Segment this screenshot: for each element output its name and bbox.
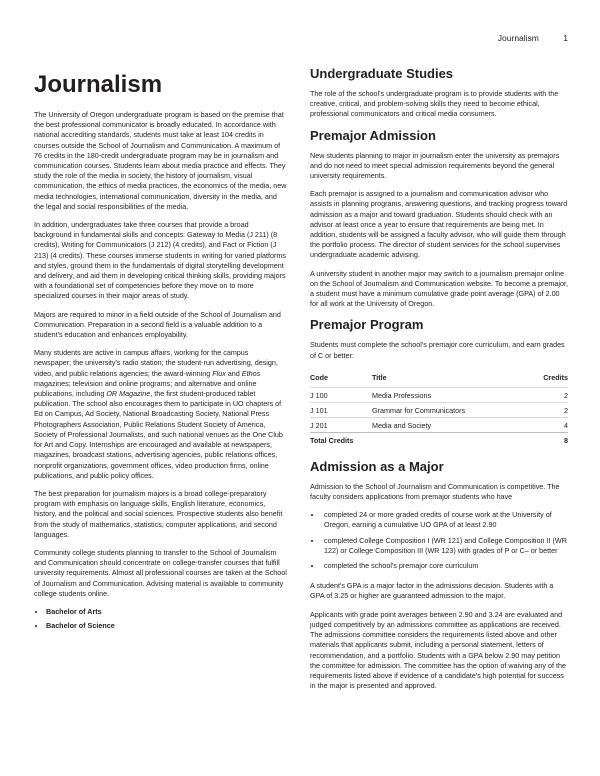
right-column — [310, 66, 568, 699]
course-table — [310, 369, 568, 447]
premajor-admission-paragraph-2: Each premajor is assigned to a journalism and communication advisor who assists in planning programs, answering questions, and tracking progress toward admission as a major and toward graduation. Students should check with an advisor at least once a year to ensure that requirements are being met. In addition, students will be assigned a faculty advisor, who will guide them through the portfolio process. The director of student services for the school supervises undergraduate academic advising. — [310, 189, 568, 260]
intro-paragraph: The University of Oregon undergraduate program is based on the premise that the best professional communicator is broadly educated. In accordance with national accrediting standards, students must take at least 104 credits in courses outside the School of Journalism and Communication. A maximum of 76 credits in the 180-credit undergraduate program may be in journalism and communication courses. Students learn about media practice and effects. They study the role of the media in society, the history of journalism, visual communication, the ethics of media practices, the economics of the media, new media technologies, international communication, diversity in the media, and the legal and social responsibilities of the media. — [34, 110, 287, 211]
running-header-section: Journalism — [497, 33, 539, 43]
campus-activities-paragraph: Many students are active in campus affairs, working for the campus newspaper; the university's radio station; the student-run advertising, design, video, and public relations agencies; the award-winning Flux and Ethos magazines; television and online programs; and alternative and online publications, including OR Magazine, the first student-produced tablet publication. The school also encourages them to participate in UO chapters of Ed on Campus, Ad Society, National Broadcasting Society, National Press Photographers Association, Public Relations Student Society of America, Society of Professional Journalists, and such national venues as the One Club for Art and Copy. Internships are encouraged and available at newspapers, magazines, broadcast stations, advertising agencies, public relations offices, nonprofit organizations, government offices, video production firms, online publications, and public policy offices. — [34, 348, 283, 480]
transfer-paragraph: Community college students planning to transfer to the School of Journalism and Communication should concentrate on college-transfer courses that fulfill university requirements. Almost all professional courses are taken at the School of Journalism and Communication. Advising material is available to community college students online. — [34, 547, 287, 598]
course-credits: 2 — [527, 402, 568, 417]
core-courses-paragraph: In addition, undergraduates take three courses that provide a broad background in fundamental skills and concepts: Gateway to Media (J 211) (8 credits), Writing for Communicators (J 212) (4 credits), and Fact or Fiction (J 213) (4 credits). These courses immerse students in writing for varied platforms and styles, ground them in the fundamentals of digital storytelling development and delivery, and aid them in developing critical thinking skills, providing majors with a foundational set of competencies before they move on to more specialized courses in their major areas of study. — [34, 220, 286, 301]
title-column-header: Title — [372, 372, 387, 382]
list-item: • completed College Composition I (WR 121) and College Composition II (WR 122) or College Composition III (WR 123) with grades of P or C– or better — [322, 536, 568, 556]
undergraduate-studies-paragraph: The role of the school's undergraduate program is to provide students with the creative, critical, and problem-solving skills they need to become ethical, professional communicators and critical media consumers. — [310, 89, 559, 119]
admission-paragraph-1: Admission to the School of Journalism and Communication is competitive. The faculty considers applications from premajor students who have — [310, 481, 560, 502]
left-column — [34, 66, 287, 635]
flux-magazine: Flux — [212, 368, 226, 378]
preparation-paragraph: The best preparation for journalism majors is a broad college-preparatory program with emphasis on language skills, English literature, economics, history, and the political and social sciences. Prospective students also benefit from the study of mathematics, statistics, computer applications, and second languages. — [34, 488, 283, 539]
course-title: Grammar for Communicators — [372, 402, 527, 417]
course-title: Media Professions — [372, 387, 527, 402]
premajor-program-paragraph: Students must complete the school's premajor core curriculum, and earn grades of C or better: — [310, 340, 565, 360]
bachelor-of-science-link[interactable]: • Bachelor of Science — [46, 621, 287, 631]
list-item: • completed the school's premajor core curriculum — [322, 561, 568, 571]
total-credits-label: Total Credits — [310, 432, 527, 447]
course-title: Media and Society — [372, 417, 527, 432]
undergraduate-studies-heading: Undergraduate Studies — [310, 66, 454, 81]
minor-paragraph: Majors are required to minor in a field outside of the School of Journalism and Communication. Preparation in a second field is a valuable addition to a student's education and enhances employability. — [34, 309, 281, 340]
premajor-admission-heading: Premajor Admission — [310, 127, 436, 143]
or-magazine: OR Magazine — [106, 389, 151, 399]
premajor-admission-paragraph-3: A university student in another major may switch to a journalism premajor online on the School of Journalism and Communication website. To become a premajor, a student must have a minimum cumulative grade point average (GPA) of 2.00 for all work at the University of Oregon. — [310, 268, 568, 309]
table-row — [310, 387, 568, 402]
table-row — [310, 402, 568, 417]
table-row — [310, 417, 568, 432]
course-credits: 4 — [527, 417, 568, 432]
bachelor-of-arts-link[interactable]: • Bachelor of Arts — [46, 607, 287, 617]
code-column-header: Code — [310, 372, 328, 382]
page-number: 1 — [563, 33, 568, 43]
admission-paragraph-3: Applicants with grade point averages between 2.90 and 3.24 are evaluated and judged competitively by an admissions committee as applications are received. The admissions committee considers the requirements listed above and other materials that applicants submit, including a personal statement, letters of recommendation, and a portfolio. Students with a GPA below 2.90 may petition the committee for admission. The committee has the option of waiving any of the requirements listed above if evidence of a candidate's high potential for success in the major is presented and approved. — [310, 609, 566, 691]
total-credits-value: 8 — [527, 432, 568, 447]
premajor-program-heading: Premajor Program — [310, 317, 424, 333]
running-header — [498, 33, 568, 43]
course-credits: 2 — [527, 387, 568, 402]
degree-links — [34, 607, 287, 631]
total-row — [310, 432, 568, 447]
requirements-list — [310, 510, 568, 571]
course-code-link[interactable]: J 101 — [310, 402, 372, 417]
course-table-header — [310, 369, 568, 388]
course-code-link[interactable]: J 201 — [310, 417, 372, 432]
premajor-admission-paragraph-1: New students planning to major in journalism enter the university as premajors and do not need to meet special admission requirements beyond the general university requirements. — [310, 150, 560, 181]
admission-paragraph-2: A student's GPA is a major factor in the admissions decision. Students with a GPA of 3.25 or higher are guaranteed admission to the major. — [310, 581, 554, 601]
page-title: Journalism — [34, 71, 163, 98]
ethos-magazine: Ethos — [241, 368, 261, 378]
list-item: • completed 24 or more graded credits of course work at the University of Oregon, earning a cumulative UO GPA of at least 2.90 — [322, 510, 568, 530]
course-code-link[interactable]: J 100 — [310, 387, 372, 402]
credits-column-header: Credits — [543, 372, 568, 382]
admission-major-heading: Admission as a Major — [310, 458, 444, 474]
